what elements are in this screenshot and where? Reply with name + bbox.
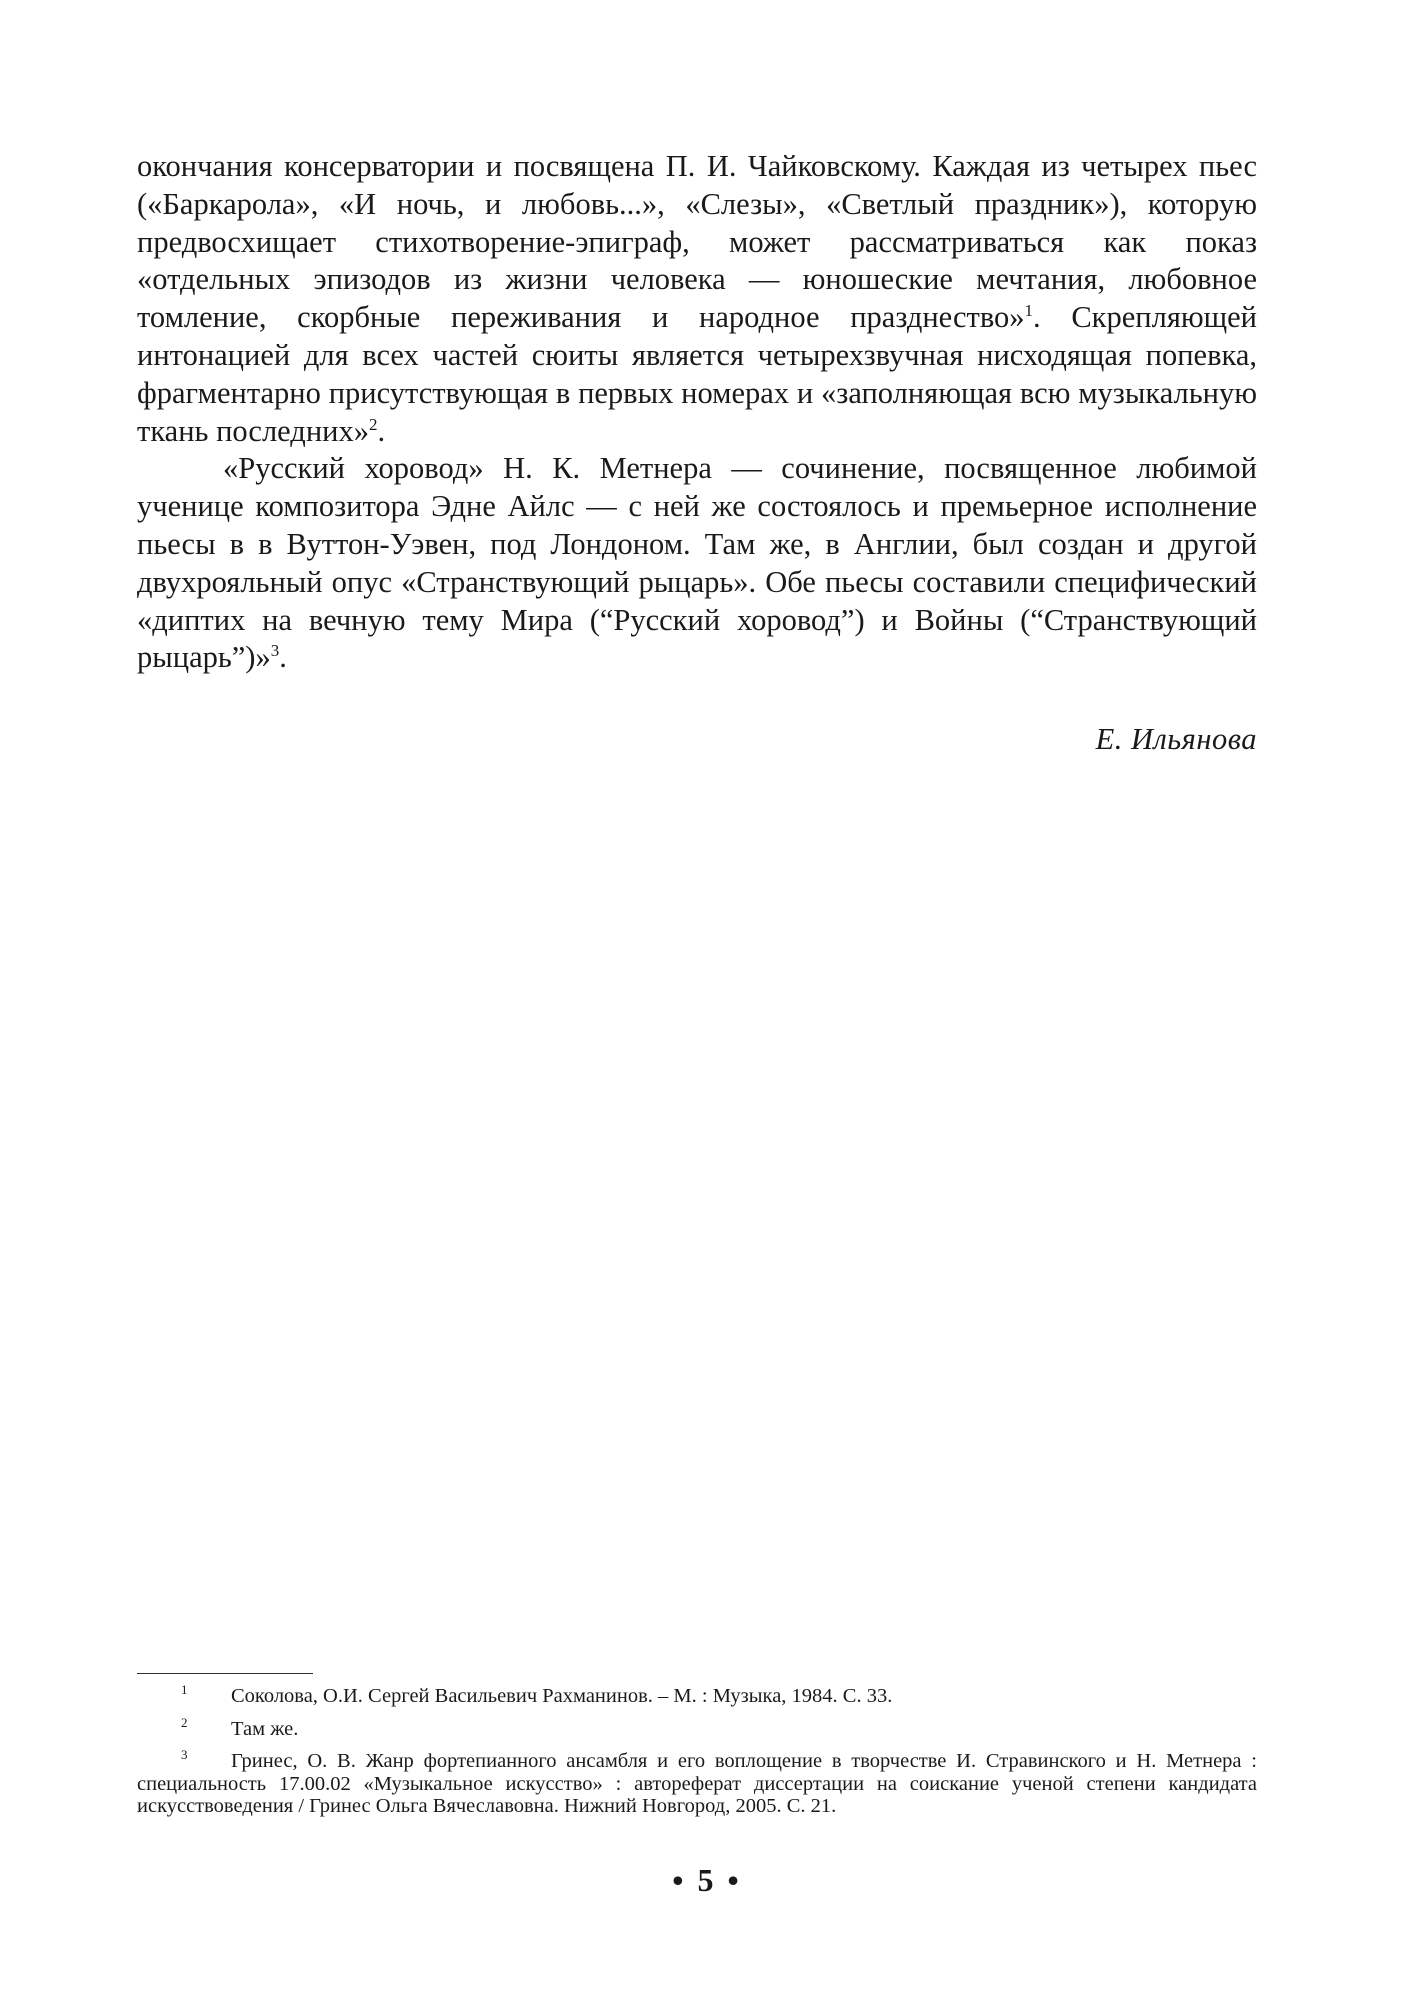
footnote-text: Соколова, О.И. Сергей Васильевич Рахманинов. – М. : Музыка, 1984. С. 33. <box>231 1685 893 1707</box>
footnote-text: Там же. <box>231 1717 299 1740</box>
footnote-item: 2 Там же. <box>181 1714 299 1740</box>
paragraph-1: окончания консерватории и посвящена П. И. Чайковскому. Каждая из четырех пьес («Баркарола», «И ночь, и любовь...», «Слезы», «Светлый праздник»), которую предвосхищает стихотворение-эпиграф, может рассматриваться как показ «отдельных эпизодов из жизни человека — юношеские мечтания, любовное томление, скорбные переживания и народное празднество»$^1$. Скрепляющей интонацией для всех частей сюиты является четырехзвучная нисходящая попевка, фрагментарно присутствующая в первых номерах и «заполняющая всю музыкальную ткань последних»$^2$. <box>137 149 1257 448</box>
footnote-ref-1[interactable]: 1 <box>1024 301 1034 321</box>
footnote-item: 3 Гринес, О. В. Жанр фортепианного ансамбля и его воплощение в творчестве И. Стравинского и Н. Метнера : специальность 17.00.02 «Музыкальное искусство» : автореферат диссертации на соискание ученой степени кандидата искусствоведения / Гринес Ольга Вячеславовна. Нижний Новгород, 2005. С. 21. <box>137 1747 1257 1818</box>
paragraph-2: «Русский хоровод» Н. К. Метнера — сочинение, посвященное любимой ученице композитора Эдне Айлс — с ней же состоялось и премьерное исполнение пьесы в в Вуттон-Уэвен, под Лондоном. Там же, в Англии, был создан и другой двухрояльный опус «Странствующий рыцарь». Обе пьесы составили специфический «диптих на вечную тему Мира (“Русский хоровод”) и Войны (“Странствующий рыцарь”)»$^3$. <box>137 451 1257 675</box>
footnote-text: Гринес, О. В. Жанр фортепианного ансамбля и его воплощение в творчестве И. Стравинского и Н. Метнера : специальность 17.00.02 «Музыкальное искусство» : автореферат диссертации на соискание ученой степени кандидата искусствоведения / Гринес Ольга Вячеславовна. Нижний Новгород, 2005. С. 21. <box>137 1750 1257 1818</box>
footnote-ref-2[interactable]: 2 <box>368 414 378 434</box>
footnotes <box>137 1682 1257 1828</box>
page-number: • 5 • <box>672 1862 742 1898</box>
footnote-item: 1 Соколова, О.И. Сергей Васильевич Рахманинов. – М. : Музыка, 1984. С. 33. <box>181 1682 893 1707</box>
main-text <box>137 148 1257 677</box>
footnote-divider <box>137 1673 313 1674</box>
footnote-ref-3[interactable]: 3 <box>270 641 280 661</box>
author-signature: Е. Ильянова <box>1095 722 1257 756</box>
